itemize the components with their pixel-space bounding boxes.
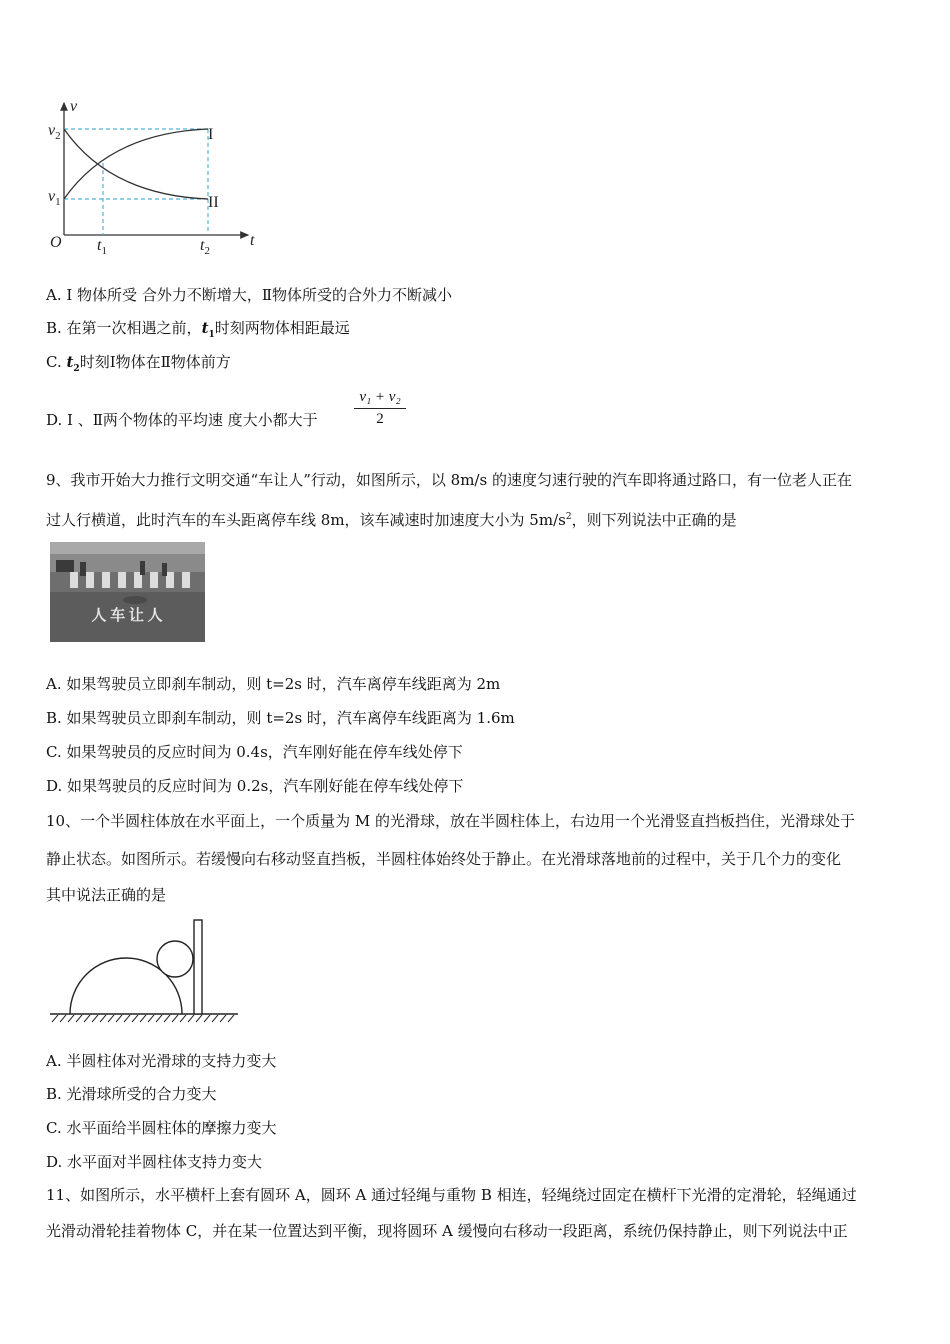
t1-label: $t_1$ [97,237,107,257]
svg-text:人 车 让 人: 人 车 让 人 [91,608,163,624]
q9-option-a: A. 如果驾驶员立即刹车制动，则 t=2s 时，汽车离停车线距离为 2m [46,675,501,693]
curve-I [64,129,208,199]
origin-label: O [50,234,62,251]
t-axis-label: t [250,232,255,249]
v1-label: $v_1$ [48,188,61,208]
curve-I-label: I [208,126,214,143]
q11-stem-line1: 11、如图所示，水平横杆上套有圆环 A，圆环 A 通过轻绳与重物 B 相连，轻绳绕过固定在横杆下光滑的定滑轮，轻绳通过 [46,1186,857,1204]
curve-II [64,129,208,199]
q8-fraction [354,389,406,428]
q8-option-b: B. 在第一次相遇之前，$t_1$时刻两物体相距最远 [46,319,350,340]
q10-stem-line2: 静止状态。如图所示。若缓慢向右移动竖直挡板，半圆柱体始终处于静止。在光滑球落地前的过程中，关于几个力的变化 [46,850,842,868]
q10-option-d: D. 水平面对半圆柱体支持力变大 [46,1153,263,1171]
q9-option-d: D. 如果驾驶员的反应时间为 0.2s，汽车刚好能在停车线处停下 [46,777,464,795]
v2-label: $v_2$ [48,122,61,142]
q8-option-a: A. Ⅰ 物体所受 合外力不断增大，Ⅱ物体所受的合外力不断减小 [46,286,453,304]
q8-option-c: C. $t_2$时刻Ⅰ物体在Ⅱ物体前方 [46,353,231,374]
q9-option-b: B. 如果驾驶员立即刹车制动，则 t=2s 时，汽车离停车线距离为 1.6m [46,709,515,727]
q11-stem-line2: 光滑动滑轮挂着物体 C，并在某一位置达到平衡，现将圆环 A 缓慢向右移动一段距离，系统仍保持静止，则下列说法中正 [46,1222,848,1240]
q9-option-c: C. 如果驾驶员的反应时间为 0.4s，汽车刚好能在停车线处停下 [46,743,463,761]
half-cylinder-diagram [48,916,243,1026]
q9-stem-line1: 9、我市开始大力推行文明交通“车让人”行动，如图所示，以 8m/s 的速度匀速行驶的汽车即将通过路口，有一位老人正在 [46,471,852,489]
vertical-board [194,920,202,1014]
fraction-numerator: v₁ + v₂ [354,389,406,409]
t2-label: $t_2$ [200,237,210,257]
q9-stem-line2: 过人行横道，此时汽车的车头距离停车线 8m，该车减速时加速度大小为 $5m/s^2$，则下列说法中正确的是 [46,511,737,529]
q10-stem-line1: 10、一个半圆柱体放在水平面上，一个质量为 M 的光滑球，放在半圆柱体上，右边用一个光滑竖直挡板挡住，光滑球处于 [46,812,855,830]
smooth-ball [157,941,193,977]
velocity-time-graph [40,95,270,260]
q10-option-c: C. 水平面给半圆柱体的摩擦力变大 [46,1119,277,1137]
q10-option-b: B. 光滑球所受的合力变大 [46,1085,217,1103]
q10-stem-line3: 其中说法正确的是 [46,886,167,904]
crosswalk-photo [50,542,205,642]
fraction-denominator: 2 [376,411,384,427]
curve-II-label: II [208,194,219,211]
q10-option-a: A. 半圆柱体对光滑球的支持力变大 [46,1052,277,1070]
v-axis-label: v [70,98,78,115]
q8-option-d: D. Ⅰ 、Ⅱ两个物体的平均速 度大小都大于 [46,411,318,429]
